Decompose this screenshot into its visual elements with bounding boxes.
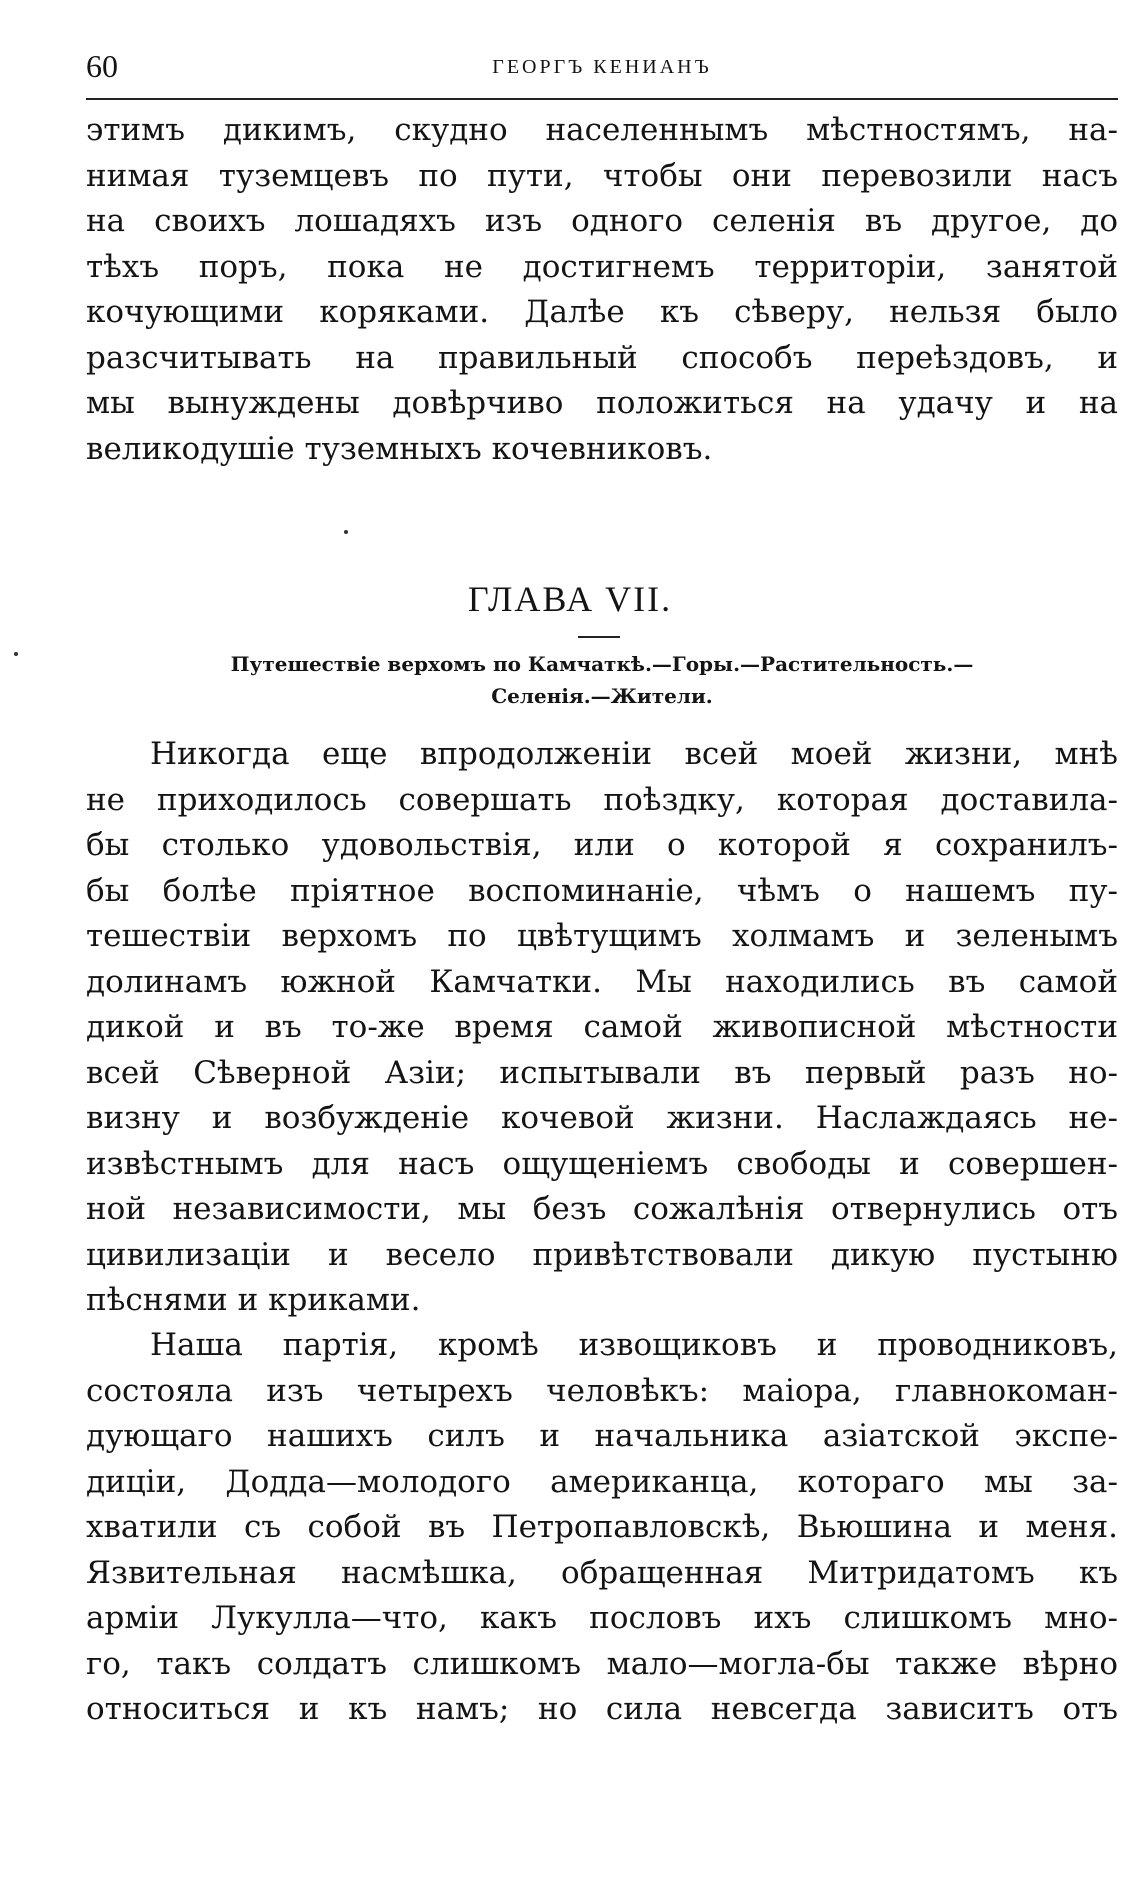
- text-line: этимъ дикимъ, скудно населеннымъ мѣстностямъ, на-: [86, 112, 1118, 148]
- paragraph-2: [86, 1323, 1118, 1733]
- text-line: дикой и въ то-же время самой живописной мѣстности: [86, 1009, 1118, 1045]
- text-line: цивилизаціи и весело привѣтствовали дикую пустыню: [86, 1236, 1118, 1273]
- text-line: всей Сѣверной Азіи; испытывали въ первый разъ но-: [86, 1054, 1118, 1091]
- chapter-title: ГЛАВА VII.: [467, 579, 673, 619]
- text-line: диціи, Додда—молодого американца, котораго мы за-: [86, 1463, 1118, 1500]
- intro-paragraph: [86, 108, 1118, 472]
- text-line: извѣстнымъ для насъ ощущеніемъ свободы и совершен-: [86, 1145, 1118, 1182]
- text-line: бы столько удовольствія, или о которой я сохранилъ-: [86, 827, 1118, 863]
- text-line: относиться и къ намъ; но сила невсегда зависитъ отъ: [86, 1691, 1118, 1727]
- paragraph-1: [86, 732, 1118, 1324]
- text-line: великодушіе туземныхъ кочевниковъ.: [86, 430, 713, 467]
- text-line: тѣхъ поръ, пока не достигнемъ территоріи, занятой: [86, 248, 1118, 285]
- text-line: нимая туземцевъ по пути, чтобы они перевозили насъ: [86, 157, 1118, 194]
- text-line: ной независимости, мы безъ сожалѣнія отвернулись отъ: [86, 1191, 1118, 1227]
- text-line: долинамъ южной Камчатки. Мы находились въ самой: [86, 963, 1118, 1000]
- print-speck: [14, 652, 18, 656]
- text-line: разсчитывать на правильный способъ переѣздовъ, и: [86, 339, 1118, 376]
- text-line: тешествіи верхомъ по цвѣтущимъ холмамъ и зеленымъ: [86, 918, 1118, 954]
- text-line: на своихъ лошадяхъ изъ одного селенія въ другое, до: [86, 203, 1118, 239]
- text-line: арміи Лукулла—что, какъ пословъ ихъ слишкомъ мно-: [86, 1600, 1118, 1636]
- text-line: визну и возбужденіе кочевой жизни. Наслаждаясь не-: [86, 1100, 1118, 1136]
- chapter-divider: [578, 636, 620, 638]
- chapter-summary-line: Путешествіе верхомъ по Камчаткѣ.—Горы.—Растительность.—: [230, 652, 974, 676]
- chapter-summary: [86, 648, 1118, 712]
- text-line: го, такъ солдатъ слишкомъ мало—могла-бы также вѣрно: [86, 1645, 1118, 1682]
- text-line: состояла изъ четырехъ человѣкъ: маіора, главнокоман-: [86, 1372, 1118, 1409]
- text-line: Никогда еще впродолженіи всей моей жизни, мнѣ: [150, 736, 1118, 772]
- page-header: [86, 48, 1118, 100]
- text-line: мы вынуждены довѣрчиво положиться на удачу и на: [86, 385, 1118, 421]
- text-line: хватили съ собой въ Петропавловскѣ, Вьюшина и меня.: [86, 1509, 1118, 1545]
- text-line: дующаго нашихъ силъ и начальника азіатской экспе-: [86, 1418, 1118, 1454]
- page-number: 60: [86, 48, 118, 84]
- text-line: кочующими коряками. Далѣе къ сѣверу, нельзя было: [86, 294, 1118, 330]
- text-line: Язвительная насмѣшка, обращенная Митридатомъ къ: [86, 1554, 1118, 1591]
- running-head: ГЕОРГЪ КЕНИАНЪ: [492, 56, 712, 78]
- text-line: Наша партія, кромѣ извощиковъ и проводниковъ,: [150, 1327, 1118, 1363]
- text-line: не приходилось совершать поѣздку, которая доставила-: [86, 781, 1118, 818]
- print-speck: [344, 530, 348, 534]
- text-line: пѣснями и криками.: [86, 1282, 421, 1318]
- chapter-summary-line: Селенія.—Жители.: [491, 684, 713, 708]
- text-line: бы болѣе пріятное воспоминаніе, чѣмъ о нашемъ пу-: [86, 872, 1118, 909]
